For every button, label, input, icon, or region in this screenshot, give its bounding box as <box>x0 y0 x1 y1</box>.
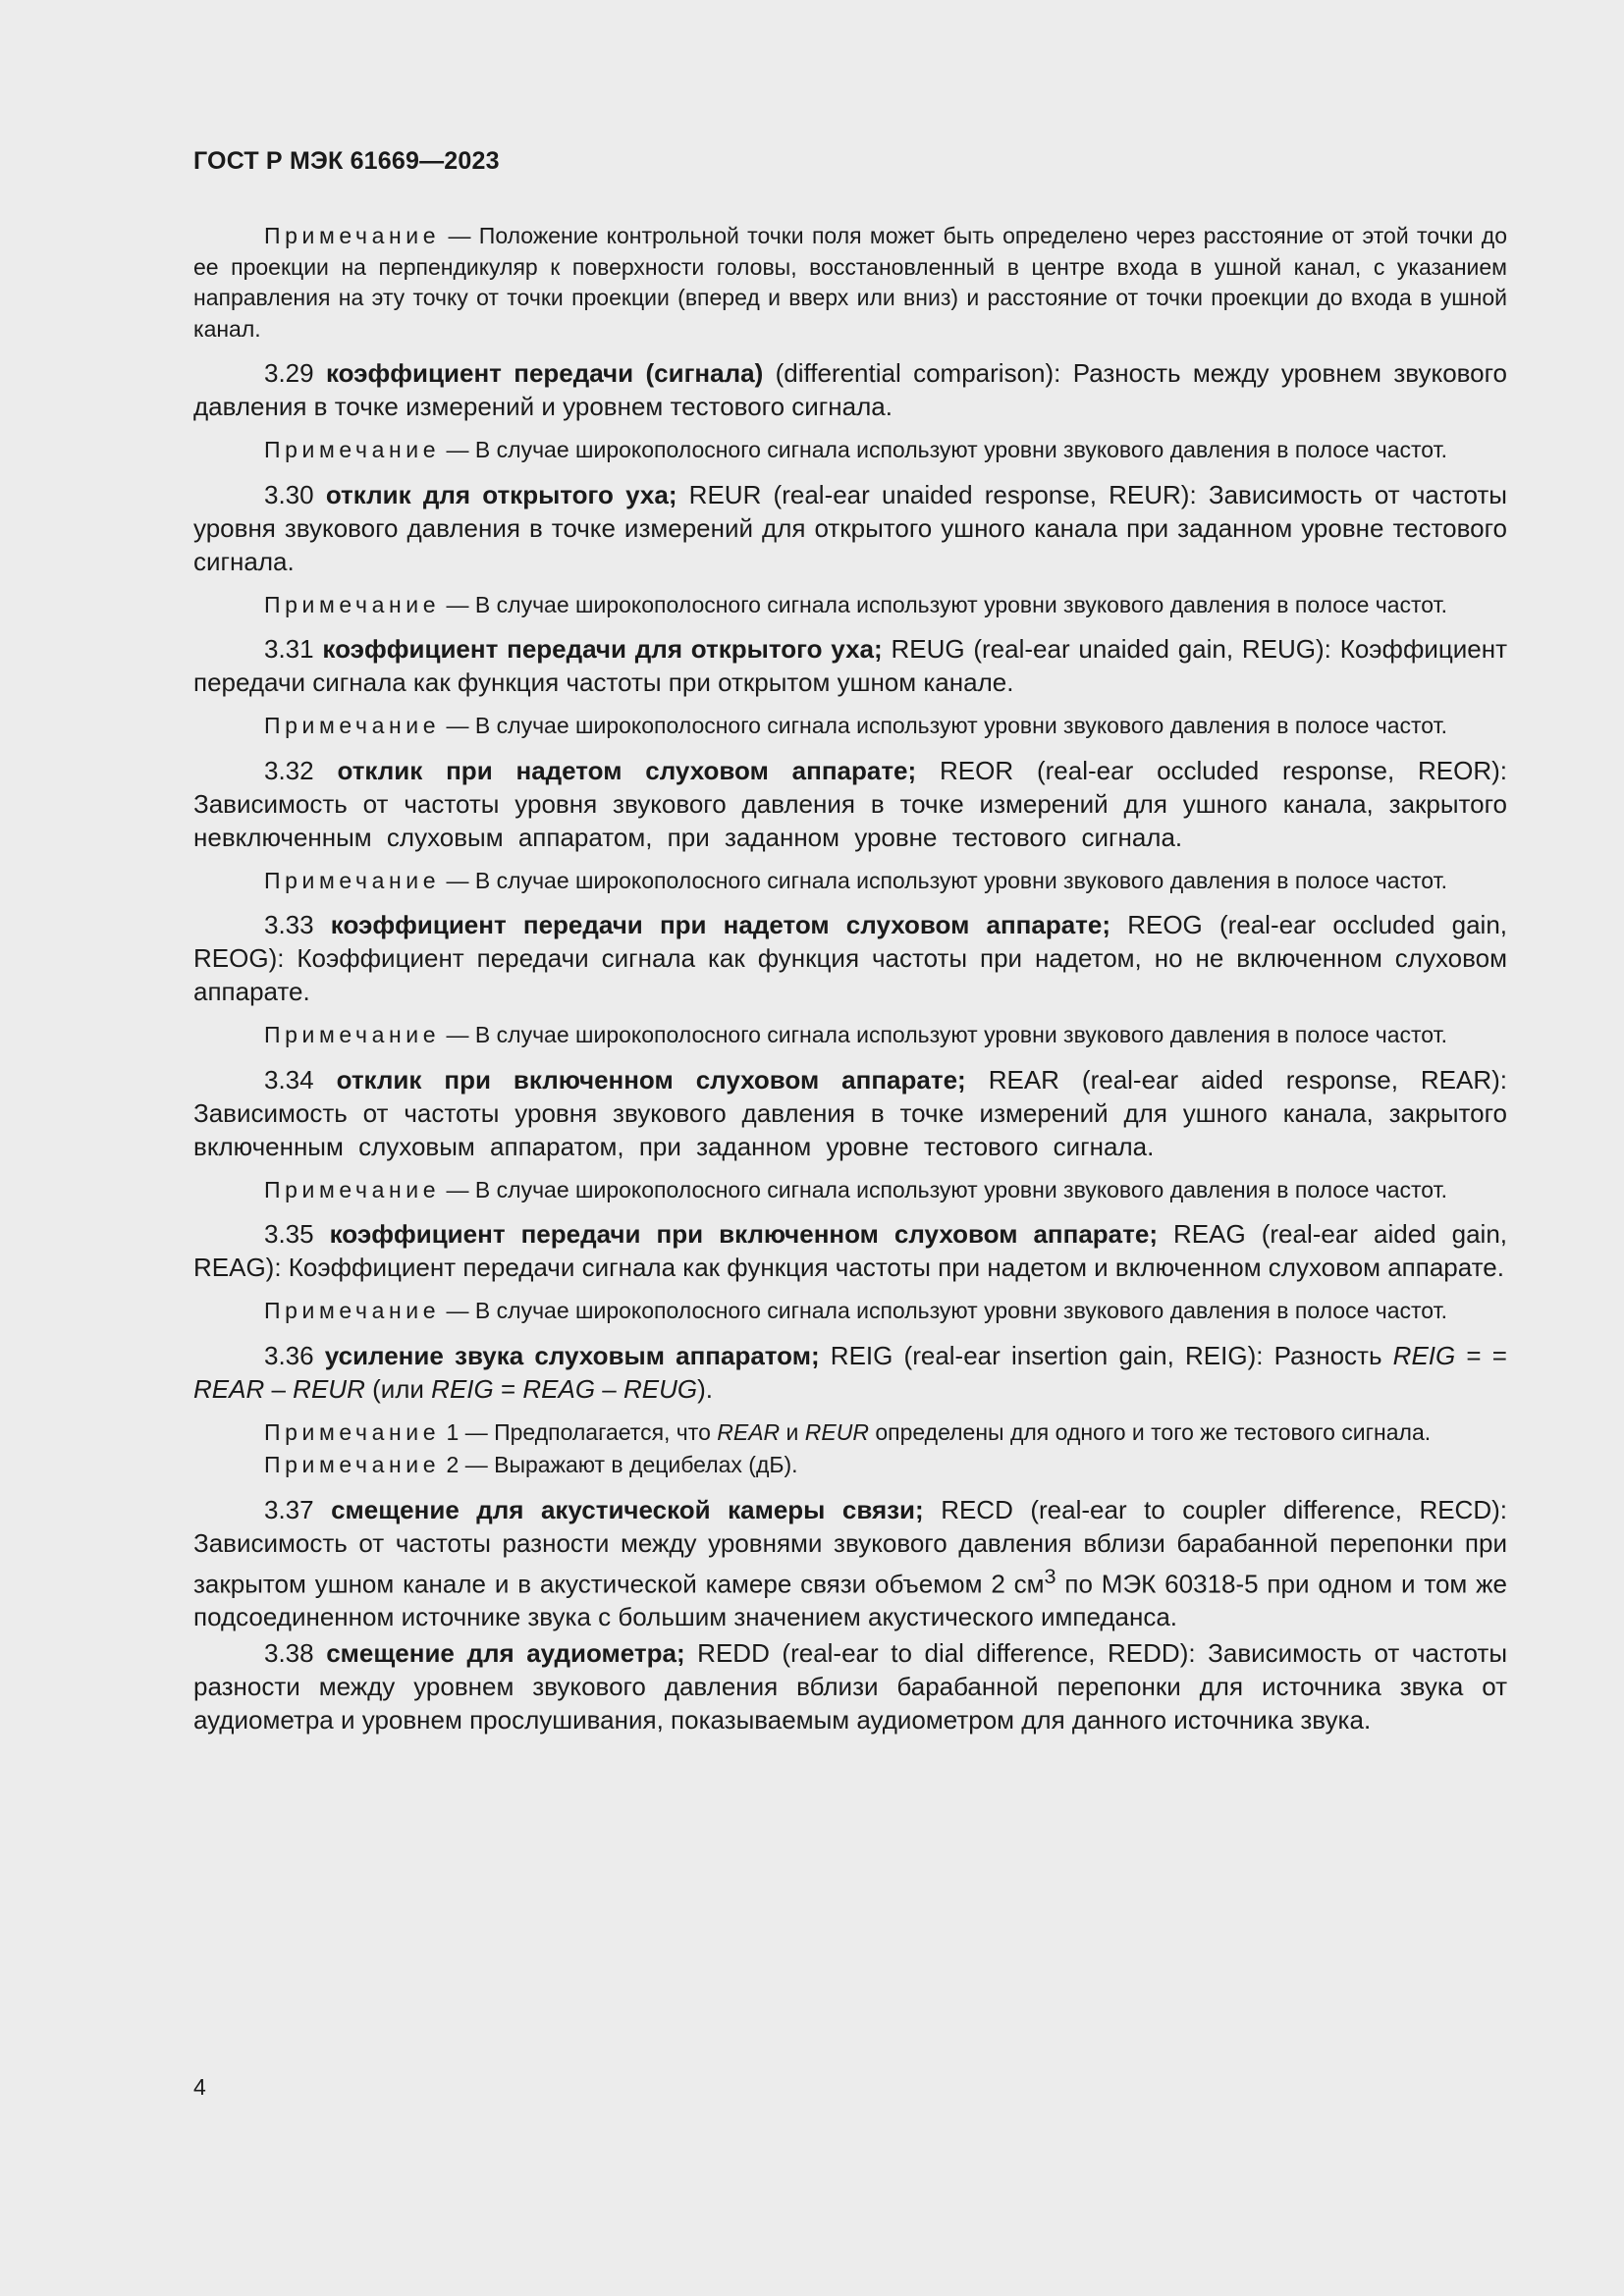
note-3-29 <box>193 435 1507 466</box>
note-3-35 <box>193 1296 1507 1327</box>
formula-symbol: REIG <box>431 1373 494 1404</box>
term-definition: REOG (real-ear occluded gain, REOG): Коэффициент передачи сигнала как функция частоты при надетом, но не включенном слуховом аппарате. <box>193 910 1507 1006</box>
document-content <box>193 221 1507 1748</box>
superscript: 3 <box>1044 1563 1056 1588</box>
formula-operator: – <box>595 1373 623 1404</box>
term-3-32 <box>193 754 1507 854</box>
note-number: 1 <box>440 1418 460 1445</box>
note-3-30 <box>193 590 1507 621</box>
term-number: 3.29 <box>264 358 326 388</box>
term-definition: REUR (real-ear unaided response, REUR): Зависимость от частоты уровня звукового давления в точке измерений для открытого ушного канала при заданном уровне тестового сигнала. <box>193 479 1507 576</box>
note-label: Примечание <box>264 1176 441 1202</box>
note-text: и <box>780 1418 805 1445</box>
note-3-32 <box>193 866 1507 897</box>
term-definition: REIG (real-ear insertion gain, REIG): Разность <box>819 1340 1393 1370</box>
note-label: Примечание <box>264 437 441 462</box>
note-3-34 <box>193 1175 1507 1206</box>
note-symbol: REAR <box>717 1418 781 1445</box>
note-label: Примечание <box>264 591 441 617</box>
term-definition: REDD (real-ear to dial difference, REDD): Зависимость от частоты разности между уровнем звукового давления вблизи барабанной перепонки для источника звука от аудиометра и уровнем прослушивания, показываемым аудиометром для данного источника звука. <box>193 1638 1508 1735</box>
term-definition: REAR (real-ear aided response, REAR): Зависимость от частоты уровня звукового давления в точке измерений для ушного канала, закрытого включенным слуховым аппаратом, при заданном уровне тестового сигнала. <box>193 1064 1508 1161</box>
term-number: 3.31 <box>264 634 323 664</box>
formula-operator: (или <box>364 1373 432 1404</box>
term-3-31 <box>193 632 1507 699</box>
formula-symbol: REAG <box>522 1373 596 1404</box>
formula-operator: ). <box>697 1373 714 1404</box>
note-3-36-1 <box>193 1417 1507 1449</box>
formula-symbol: REIG <box>1392 1340 1456 1370</box>
note-label: Примечание <box>264 1452 441 1477</box>
term-definition: (differential comparison): Разность между уровнем звукового давления в точке измерений и уровнем тестового сигнала. <box>193 358 1508 421</box>
note-label: Примечание <box>264 1022 441 1047</box>
term-definition: REAG (real-ear aided gain, REAG): Коэффициент передачи сигнала как функция частоты при надетом и включенном слуховом аппарате. <box>193 1219 1508 1282</box>
document-header: ГОСТ Р МЭК 61669—2023 <box>193 147 500 175</box>
term-number: 3.30 <box>264 479 326 509</box>
note-label: Примечание <box>264 223 441 248</box>
term-name: отклик при надетом слуховом аппарате; <box>337 755 917 785</box>
note-text: определены для одного и того же тестового сигнала. <box>868 1418 1432 1445</box>
term-name: отклик при включенном слуховом аппарате; <box>336 1064 966 1095</box>
note-text: — В случае широкополосного сигнала используют уровни звукового давления в полосе частот. <box>440 437 1447 462</box>
note-field-point <box>193 221 1507 345</box>
term-definition-continued: по МЭК 60318-5 при одном и том же подсоединенном источнике звука с большим значением акустического импеданса. <box>193 1569 1507 1632</box>
term-name: усиление звука слуховым аппаратом; <box>324 1340 820 1370</box>
note-label: Примечание <box>264 1298 441 1323</box>
note-text: — Выражают в децибелах (дБ). <box>459 1452 798 1477</box>
note-text: — В случае широкополосного сигнала используют уровни звукового давления в полосе частот. <box>440 713 1447 738</box>
page-number: 4 <box>193 2074 206 2100</box>
formula-symbol: REUG <box>623 1373 698 1404</box>
term-number: 3.36 <box>264 1340 325 1370</box>
term-3-29 <box>193 356 1507 423</box>
note-label: Примечание <box>264 1418 441 1445</box>
term-number: 3.34 <box>264 1064 337 1095</box>
term-3-33 <box>193 908 1507 1008</box>
note-symbol: REUR <box>804 1418 869 1445</box>
term-3-37 <box>193 1493 1507 1634</box>
term-number: 3.32 <box>264 755 338 785</box>
term-definition: REUG (real-ear unaided gain, REUG): Коэффициент передачи сигнала как функция частоты при открытом ушном канале. <box>193 634 1508 697</box>
note-text: — В случае широкополосного сигнала используют уровни звукового давления в полосе частот. <box>440 867 1447 893</box>
term-name: коэффициент передачи при надетом слуховом аппарате; <box>330 910 1111 939</box>
note-label: Примечание <box>264 713 441 738</box>
note-3-33 <box>193 1020 1507 1051</box>
note-text: — В случае широкополосного сигнала используют уровни звукового давления в полосе частот. <box>440 591 1447 617</box>
note-number: 2 <box>440 1452 460 1477</box>
term-number: 3.37 <box>264 1494 332 1524</box>
note-3-36-2 <box>193 1450 1507 1481</box>
term-3-35 <box>193 1217 1507 1284</box>
note-3-31 <box>193 711 1507 742</box>
term-name: коэффициент передачи (сигнала) <box>325 358 764 388</box>
term-number: 3.33 <box>264 910 331 939</box>
formula-operator: = <box>493 1373 523 1404</box>
term-3-30 <box>193 478 1507 578</box>
term-definition: RECD (real-ear to coupler difference, RECD): Зависимость от частоты разности между уровнями звукового давления вблизи барабанной перепонки при закрытом ушном канале и в акустической камере связи объемом 2 см <box>193 1494 1507 1599</box>
term-name: отклик для открытого уха; <box>325 479 677 509</box>
note-text: — В случае широкополосного сигнала используют уровни звукового давления в полосе частот. <box>440 1022 1447 1047</box>
formula-symbol: REAR <box>193 1373 265 1404</box>
term-number: 3.38 <box>264 1638 327 1669</box>
formula-operator: = = <box>1455 1340 1507 1370</box>
term-name: смещение для акустической камеры связи; <box>331 1494 924 1524</box>
term-definition: REOR (real-ear occluded response, REOR): Зависимость от частоты уровня звукового давления в точке измерений для ушного канала, закрытого невключенным слуховым аппаратом, при заданном уровне тестового сигнала. <box>193 755 1508 852</box>
note-text: — В случае широкополосного сигнала используют уровни звукового давления в полосе частот. <box>440 1176 1447 1202</box>
note-text: — Предполагается, что <box>459 1418 718 1445</box>
term-name: смещение для аудиометра; <box>326 1638 685 1669</box>
note-label: Примечание <box>264 867 441 893</box>
term-number: 3.35 <box>264 1219 330 1249</box>
formula-operator: – <box>264 1373 294 1404</box>
term-3-38 <box>193 1636 1507 1736</box>
term-3-36 <box>193 1339 1507 1406</box>
formula-symbol: REUR <box>293 1373 365 1404</box>
note-text: — В случае широкополосного сигнала используют уровни звукового давления в полосе частот. <box>440 1298 1447 1323</box>
note-text: — Положение контрольной точки поля может быть определено через расстояние от этой точки до ее проекции на перпендикуляр к поверхности головы, восстановленный в центре входа в ушной канал, с указанием направления на эту точку от точки проекции (вперед и вверх или вниз) и расстояние от точки проекции до входа в ушной канал. <box>193 223 1507 342</box>
term-name: коэффициент передачи для открытого уха; <box>322 634 883 664</box>
term-3-34 <box>193 1063 1507 1163</box>
term-name: коэффициент передачи при включенном слуховом аппарате; <box>329 1219 1158 1249</box>
